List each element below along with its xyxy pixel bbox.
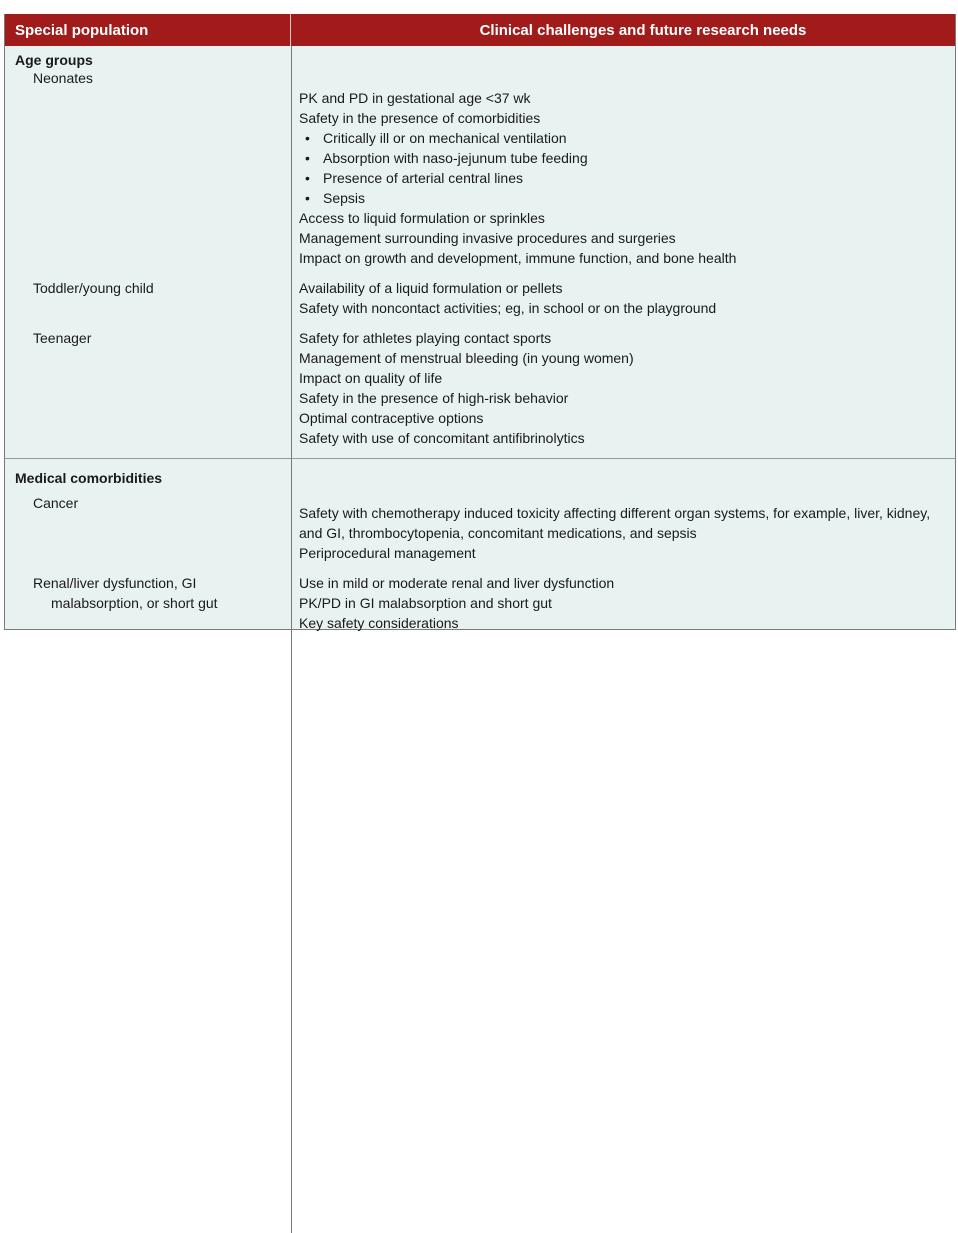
section-title: Age groups [15, 52, 93, 68]
list-item: Optimal contraceptive options [299, 410, 484, 426]
column-divider [291, 46, 292, 1233]
row-cancer [5, 493, 955, 563]
row-label-line: malabsorption, or short gut [51, 595, 218, 611]
bullet-item [299, 168, 955, 188]
list-item: Access to liquid formulation or sprinkles [299, 210, 545, 226]
bullet-text: Presence of arterial central lines [323, 170, 523, 186]
section-title: Medical comorbidities [15, 470, 163, 486]
bullet-text: Sepsis [323, 190, 366, 206]
bullet-text: Critically ill or on mechanical ventilation [323, 130, 567, 146]
row-label-line: Renal/liver dysfunction, GI [33, 575, 197, 591]
list-item: Impact on growth and development, immune function, and bone health [299, 250, 737, 266]
row-label: Neonates [33, 70, 93, 86]
bullet-text: Absorption with naso-jejunum tube feeding [323, 150, 588, 166]
list-item: PK and PD in gestational age <37 wk [299, 90, 531, 106]
row-toddler [5, 278, 955, 318]
bullet-icon: • [305, 190, 310, 206]
list-item: Safety for athletes playing contact sports [299, 330, 552, 346]
bullet-icon: • [305, 170, 310, 186]
list-item: Periprocedural management [299, 545, 476, 561]
list-item: Management surrounding invasive procedures and surgeries [299, 230, 676, 246]
list-item: Use in mild or moderate renal and liver dysfunction [299, 575, 615, 591]
list-item: Safety in the presence of comorbidities [299, 110, 541, 126]
list-item: PK/PD in GI malabsorption and short gut [299, 595, 552, 611]
row-label: Cancer [33, 495, 79, 511]
section-medical-comorbidities [5, 463, 955, 493]
row-label [5, 573, 291, 633]
clinical-table [4, 14, 956, 630]
bullet-icon: • [305, 150, 310, 166]
row-content [291, 328, 955, 448]
header-clinical-challenges: Clinical challenges and future research needs [479, 21, 807, 39]
bullet-icon: • [305, 130, 310, 146]
row-content [291, 503, 955, 563]
list-item: and GI, thrombocytopenia, concomitant medications, and sepsis [299, 525, 697, 541]
row-content [291, 573, 955, 633]
header-special-population: Special population [5, 14, 291, 46]
bullet-item [299, 128, 955, 148]
list-item: Safety with chemotherapy induced toxicity affecting different organ systems, for example, liver, kidney, [299, 505, 931, 521]
row-content [291, 68, 955, 268]
bullet-item [299, 148, 955, 168]
list-item: Safety with noncontact activities; eg, in school or on the playground [299, 300, 717, 316]
row-label: Teenager [33, 330, 92, 346]
row-neonates [5, 68, 955, 268]
list-item: Safety in the presence of high-risk behavior [299, 390, 569, 406]
list-item: Safety with use of concomitant antifibrinolytics [299, 430, 585, 446]
row-label: Toddler/young child [33, 280, 154, 296]
table-header [5, 14, 955, 46]
row-content [291, 278, 955, 318]
list-item: Availability of a liquid formulation or pellets [299, 280, 563, 296]
row-renal [5, 573, 955, 633]
bullet-item [299, 188, 955, 208]
list-item: Management of menstrual bleeding (in young women) [299, 350, 634, 366]
list-item: Key safety considerations [299, 615, 459, 631]
list-item: Impact on quality of life [299, 370, 443, 386]
row-teenager [5, 328, 955, 448]
section-divider [5, 458, 955, 459]
table-body [5, 46, 955, 633]
